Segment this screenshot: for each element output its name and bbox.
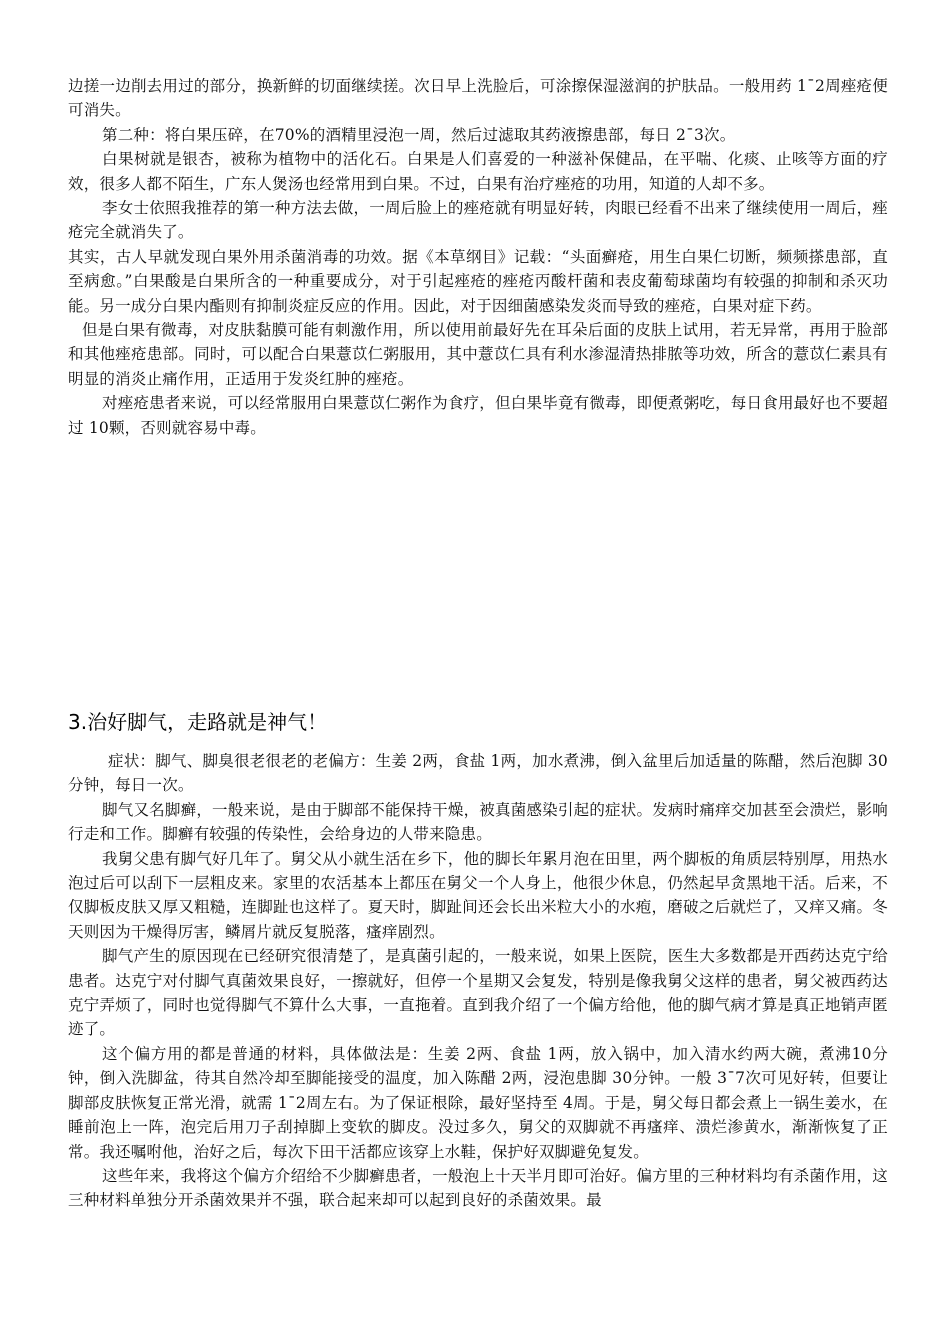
- paragraph: 这些年来，我将这个偏方介绍给不少脚癣患者，一般泡上十天半月即可治好。偏方里的三种材料均有杀菌作用，这三种材料单独分开杀菌效果并不强，联合起来却可以起到良好的杀菌效果。最: [68, 1166, 888, 1210]
- section-acne-text: [68, 74, 888, 440]
- paragraph: 脚气产生的原因现在已经研究很清楚了，是真菌引起的，一般来说，如果上医院，医生大多数都是开西药达克宁给患者。达克宁对付脚气真菌效果良好，一擦就好，但停一个星期又会复发，特别是像我舅父这样的患者，舅父被西药达克宁弄烦了，同时也觉得脚气不算什么大事，一直拖着。直到我介绍了一个偏方给他，他的脚气病才算是真正地销声匿迹了。: [68, 947, 888, 1039]
- section-heading: 3.治好脚气，走路就是神气！: [68, 710, 328, 734]
- paragraph: 边搓一边削去用过的部分，换新鲜的切面继续搓。次日早上洗脸后，可涂擦保湿滋润的护肤品。一般用药 1¯2周痤疮便可消失。: [68, 77, 888, 120]
- paragraph: 第二种：将白果压碎，在70%的酒精里浸泡一周，然后过滤取其药液擦患部，每日 2¯3次。: [102, 125, 736, 144]
- paragraph: 对痤疮患者来说，可以经常服用白果薏苡仁粥作为食疗，但白果毕竟有微毒，即便煮粥吃，每日食用最好也不要超过 10颗，否则就容易中毒。: [68, 394, 888, 437]
- paragraph: 症状：脚气、脚臭很老很老的老偏方：生姜 2两，食盐 1两，加水煮沸，倒入盆里后加适量的陈醋，然后泡脚 30分钟，每日一次。: [68, 752, 888, 795]
- paragraph: 其实，古人早就发现白果外用杀菌消毒的功效。据《本草纲目》记载：“头面癣疮，用生白果仁切断，频频搽患部，直至病愈。”白果酸是白果所含的一种重要成分，对于引起痤疮的痤疮丙酸杆菌和表皮葡萄球菌均有较强的抑制和杀灭功能。另一成分白果内酯则有抑制炎症反应的作用。因此，对于因细菌感染发炎而导致的痤疮，白果对症下药。: [68, 247, 888, 315]
- paragraph: 这个偏方用的都是普通的材料，具体做法是：生姜 2两、食盐 1两，放入锅中，加入清水约两大碗，煮沸10分钟，倒入洗脚盆，待其自然冷却至脚能接受的温度，加入陈醋 2两，浸泡患脚 30分钟。一般 3¯7次可见好转，但要让脚部皮肤恢复正常光滑，就需 1¯2周左右。为了保证根除，最好坚持至 4周。于是，舅父每日都会煮上一锅生姜水，在睡前泡上一阵，泡完后用刀子刮掉脚上变软的脚皮。没过多久，舅父的双脚就不再瘙痒、溃烂渗黄水，渐渐恢复了正常。我还嘱咐他，治好之后，每次下田干活都应该穿上水鞋，保护好双脚避免复发。: [68, 1044, 888, 1161]
- paragraph: 李女士依照我推荐的第一种方法去做，一周后脸上的痤疮就有明显好转，肉眼已经看不出来了继续使用一周后，痤疮完全就消失了。: [68, 199, 888, 242]
- paragraph: 脚气又名脚癣，一般来说，是由于脚部不能保持干燥，被真菌感染引起的症状。发病时痛痒交加甚至会溃烂，影响行走和工作。脚癣有较强的传染性，会给身边的人带来隐患。: [68, 800, 888, 844]
- paragraph: 白果树就是银杏，被称为植物中的活化石。白果是人们喜爱的一种滋补保健品，在平喘、化痰、止咳等方面的疗效，很多人都不陌生，广东人煲汤也经常用到白果。不过，白果有治疗痤疮的功用，知道的人却不多。: [68, 150, 888, 193]
- paragraph: 我舅父患有脚气好几年了。舅父从小就生活在乡下，他的脚长年累月泡在田里，两个脚板的角质层特别厚，用热水泡过后可以刮下一层粗皮来。家里的农活基本上都压在舅父一个人身上，他很少休息，仍然起早贪黑地干活。后来，不仅脚板皮肤又厚又粗糙，连脚趾也这样了。夏天时，脚趾间还会长出米粒大小的水疱，磨破之后就烂了，又痒又痛。冬天则因为干燥得厉害，鳞屑片就反复脱落，瘙痒剧烈。: [68, 849, 888, 941]
- paragraph: 但是白果有微毒，对皮肤黏膜可能有刺激作用，所以使用前最好先在耳朵后面的皮肤上试用，若无异常，再用于脸部和其他痤疮患部。同时，可以配合白果薏苡仁粥服用，其中薏苡仁具有利水渗湿清热排脓等功效，所含的薏苡仁素具有明显的消炎止痛作用，正适用于发炎红肿的痤疮。: [68, 321, 888, 388]
- section-athletes-foot-text: [68, 749, 888, 1213]
